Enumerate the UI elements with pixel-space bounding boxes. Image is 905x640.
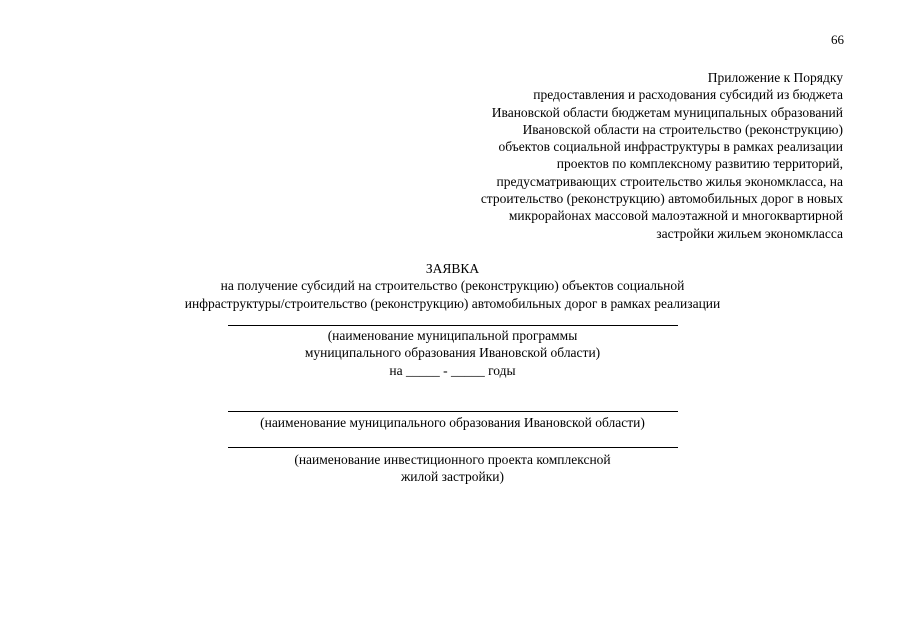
page-number: 66 [831, 32, 844, 47]
municipality-caption: (наименование муниципального образования Ивановской области) [260, 415, 645, 430]
appendix-line: предоставления и расходования субсидий из бюджета [533, 87, 843, 103]
appendix-line: строительство (реконструкцию) автомобильных дорог в новых [480, 191, 843, 207]
appendix-line: проектов по комплексному развитию территорий, [556, 156, 843, 172]
project-caption-block [0, 451, 905, 486]
appendix-line: предусматривающих строительство жилья экономкласса, на [496, 173, 843, 189]
appendix-line: застройки жильем экономкласса [656, 225, 843, 241]
appendix-line: Ивановской области бюджетам муниципальных образований [491, 104, 843, 120]
municipality-caption-block [0, 414, 905, 431]
program-caption: муниципального образования Ивановской области) [304, 345, 601, 361]
appendix-line: микрорайонах массовой малоэтажной и многоквартирной [508, 208, 843, 224]
appendix-header [383, 69, 843, 242]
title-subline: на получение субсидий на строительство (реконструкцию) объектов социальной [220, 278, 685, 294]
appendix-line: Приложение к Порядку [707, 70, 843, 85]
municipality-name-fill-line [228, 411, 678, 412]
application-title-block [0, 260, 905, 312]
years-line: на _____ - _____ годы [389, 362, 516, 378]
program-name-fill-line [228, 325, 678, 326]
appendix-line: Ивановской области на строительство (реконструкцию) [522, 121, 843, 137]
program-caption: (наименование муниципальной программы [327, 328, 578, 343]
document-title: ЗАЯВКА [425, 261, 480, 276]
project-caption: (наименование инвестиционного проекта комплексной [294, 452, 611, 467]
appendix-line: объектов социальной инфраструктуры в рамках реализации [498, 139, 843, 155]
project-name-fill-line [228, 447, 678, 448]
project-caption: жилой застройки) [400, 469, 505, 485]
title-subline: инфраструктуры/строительство (реконструкцию) автомобильных дорог в рамках реализации [184, 295, 721, 311]
program-caption-block [0, 327, 905, 379]
